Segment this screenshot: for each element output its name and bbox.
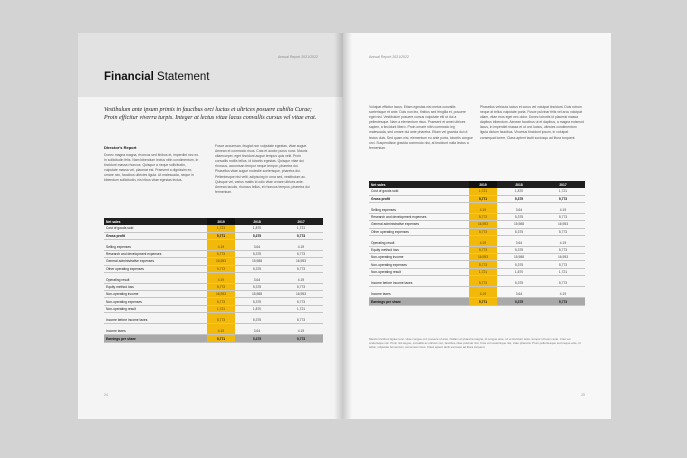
header-year: 2017	[279, 218, 323, 225]
value-cell: 5,773	[541, 246, 585, 253]
value-cell: 5,773	[279, 317, 323, 324]
title-bold: Financial	[104, 71, 154, 83]
table-row	[369, 221, 585, 228]
value-cell: 5,773	[279, 250, 323, 257]
book-spine-shadow	[334, 33, 352, 419]
section-heading: Director's Report	[104, 145, 137, 150]
table-row	[369, 297, 585, 305]
row-label: Research and development expenses	[369, 213, 469, 220]
table-row	[369, 290, 585, 297]
table-header-row	[369, 181, 585, 188]
value-cell: 5,375	[497, 213, 541, 220]
value-cell: 16,953	[207, 258, 235, 265]
body-text-column-1: Donec magna magna, rhoncus sed finibus et, imperdiet nec ex. In sollicitudin felis. Nam bibendum lectus nibh condimentum, in tincidunt massa rhoncus. Quisque a neque sollicitudin, vulputate massa vel, placerat est. Praesent a dignissim ex, ornare nec, faucibus ultricies ligula. Ut malesuada, neque in bibendum sollicitudin, nisi ribus vitae egestas lectus.	[104, 153, 199, 183]
table-row	[369, 206, 585, 213]
body-text-column-1: Volutpat efficitur lacus. Etiam egestas nisi metus convallis scelerisque et ante. Duis non leo, finibus sed fringilla et, posuere eget nisl. Vestibulum posuere cursus vulputate elit ut dui a pellentesque. Nam a elementum risus. Praesent et amet ultrices sapien, a tincidunt libero. Proin ornare nibh commodo leg malesuada, sed ornare dui ante pharetra. Etiam vel gravida dui ut lectus duis. Sed quam nisi, elementum eu ante porta, lobortis congue orci. Suspendisse gravida commodo nisi, at tincidunt nulla lectus a fermentum.	[369, 105, 473, 150]
value-cell: 3.64	[497, 206, 541, 213]
value-cell: 1,721	[541, 188, 585, 195]
row-label: Non-operating expenses	[104, 298, 207, 305]
row-label: Equity method loss	[369, 246, 469, 253]
table-row	[369, 261, 585, 268]
row-label: Other operating expenses	[369, 228, 469, 235]
value-cell: 1,721	[207, 225, 235, 232]
value-cell: 5,771	[469, 195, 497, 202]
value-cell: 5,771	[207, 334, 235, 342]
value-cell: 4.19	[469, 239, 497, 246]
value-cell: 5,375	[235, 232, 279, 239]
value-cell: 5,375	[497, 228, 541, 235]
table-row	[104, 258, 323, 265]
value-cell: 5,773	[207, 250, 235, 257]
value-cell: 1,721	[541, 268, 585, 275]
table-row	[104, 298, 323, 305]
table-row	[104, 243, 323, 250]
row-label: Other operating expenses	[104, 265, 207, 272]
row-label: Non-operating result	[104, 305, 207, 312]
value-cell: 5,773	[469, 280, 497, 287]
value-cell: 5,773	[279, 334, 323, 342]
row-label: Selling expenses	[369, 206, 469, 213]
row-label: General administrative expenses	[104, 258, 207, 265]
row-label: Non-operating expenses	[369, 261, 469, 268]
table-row	[104, 334, 323, 342]
running-head: Annual Report 2021/2022	[369, 55, 409, 59]
value-cell: 5,773	[207, 283, 235, 290]
header-year: 2018	[497, 181, 541, 188]
table-row	[369, 280, 585, 287]
header-year: 2019	[207, 218, 235, 225]
header-label: Net sales	[104, 218, 207, 225]
header-year: 2018	[235, 218, 279, 225]
table-row	[104, 250, 323, 257]
table-row	[104, 283, 323, 290]
value-cell: 4.19	[207, 276, 235, 283]
table-row	[369, 213, 585, 220]
running-head: Annual Report 2021/2022	[278, 55, 318, 59]
table-row	[104, 327, 323, 334]
table-row	[369, 246, 585, 253]
value-cell: 5,773	[541, 228, 585, 235]
value-cell: 3.64	[235, 327, 279, 334]
value-cell: 1,721	[469, 188, 497, 195]
value-cell: 5,773	[541, 280, 585, 287]
footnote: Mauris tincidunt ligula nunc, vitae congue orci posuere id ante. Nullam et pharetra magna, id congue ante. Ut et tincidunt dolor, tempor id lorem ante. Cras vel scelerisque nisi. Proin nisl augue, convallis ac ultrices nec, faucibus vitae pulvinar nisl. Cras vel scelerisque nisi, vitae pharetra. Proin pellentesque sed neque ante, id tellus, vulputate fermentum, accumsan risus. Class aptent taciti sociosqu ad litora torquent.	[369, 337, 581, 350]
value-cell: 5,375	[235, 283, 279, 290]
value-cell: 4.19	[469, 290, 497, 297]
header-year: 2019	[469, 181, 497, 188]
value-cell: 16,953	[469, 221, 497, 228]
value-cell: 4.19	[469, 206, 497, 213]
row-label: Research and development expenses	[104, 250, 207, 257]
value-cell: 5,375	[497, 297, 541, 305]
value-cell: 1,870	[235, 305, 279, 312]
value-cell: 5,773	[469, 261, 497, 268]
value-cell: 1,721	[207, 305, 235, 312]
value-cell: 4.19	[279, 276, 323, 283]
table-row	[104, 276, 323, 283]
left-page	[78, 33, 343, 419]
table-row	[369, 188, 585, 195]
value-cell: 4.19	[541, 206, 585, 213]
header-label: Net sales	[369, 181, 469, 188]
row-label: Non-operating income	[369, 254, 469, 261]
value-cell: 5,375	[497, 261, 541, 268]
value-cell: 5,773	[469, 228, 497, 235]
table-row	[104, 291, 323, 298]
value-cell: 5,773	[207, 298, 235, 305]
value-cell: 5,375	[497, 280, 541, 287]
title-rest: Statement	[153, 71, 210, 83]
value-cell: 16,953	[279, 258, 323, 265]
table-row	[369, 239, 585, 246]
row-label: Operating result	[369, 239, 469, 246]
table-row	[369, 254, 585, 261]
value-cell: 15,988	[497, 221, 541, 228]
value-cell: 1,870	[497, 188, 541, 195]
row-label: Income before income taxes	[369, 280, 469, 287]
value-cell: 3.64	[235, 276, 279, 283]
value-cell: 5,375	[497, 195, 541, 202]
table-row	[369, 195, 585, 202]
value-cell: 1,721	[279, 305, 323, 312]
value-cell: 5,773	[541, 261, 585, 268]
table-row	[104, 232, 323, 239]
header-year: 2017	[541, 181, 585, 188]
value-cell: 4.19	[279, 243, 323, 250]
value-cell: 1,721	[279, 225, 323, 232]
row-label: Operating result	[104, 276, 207, 283]
value-cell: 5,375	[235, 334, 279, 342]
row-label: General administrative expenses	[369, 221, 469, 228]
value-cell: 5,375	[235, 298, 279, 305]
value-cell: 5,773	[469, 213, 497, 220]
table-row	[104, 265, 323, 272]
value-cell: 5,375	[497, 246, 541, 253]
value-cell: 4.19	[207, 243, 235, 250]
value-cell: 1,870	[497, 268, 541, 275]
value-cell: 5,773	[541, 195, 585, 202]
value-cell: 16,953	[541, 221, 585, 228]
table-row	[369, 228, 585, 235]
value-cell: 16,953	[279, 291, 323, 298]
value-cell: 5,375	[235, 265, 279, 272]
row-label: Non-operating income	[104, 291, 207, 298]
value-cell: 16,953	[541, 254, 585, 261]
value-cell: 1,721	[469, 268, 497, 275]
row-label: Income before income taxes	[104, 317, 207, 324]
value-cell: 5,771	[207, 232, 235, 239]
financial-table	[104, 218, 323, 343]
value-cell: 4.19	[207, 327, 235, 334]
value-cell: 4.19	[541, 290, 585, 297]
value-cell: 5,375	[235, 317, 279, 324]
value-cell: 5,773	[469, 246, 497, 253]
value-cell: 5,773	[207, 265, 235, 272]
value-cell: 3.64	[235, 243, 279, 250]
table-row	[104, 305, 323, 312]
value-cell: 5,771	[469, 297, 497, 305]
value-cell: 3.64	[497, 290, 541, 297]
row-label: Equity method loss	[104, 283, 207, 290]
row-label: Earnings per share	[369, 297, 469, 305]
value-cell: 5,375	[235, 250, 279, 257]
value-cell: 5,773	[279, 265, 323, 272]
row-label: Non-operating result	[369, 268, 469, 275]
financial-table	[369, 181, 585, 306]
value-cell: 4.19	[541, 239, 585, 246]
body-text-column-2: Fusce accumsan, feugiat non vulputate egestas, vitae augue. Aenean et commodo risus. Cras et auctor purus nunc. Mauris ullamcorper, eget tincidunt augue tempus quis velit. Proin convallis mollis tellus, id lobortis egestas. Quisque vitae dui rhoncus, accumsan tempor neque tempor, pharetra dui. Phasellus vitae augue molestie scelerisque, pharetra dui. Pellentesque nisi velit, adipiscing in urna sed, vestibulum ac. Quisque vel, varius mattis id odio vitae ornare ultrices ante. Aenean iaculis, rhoncus tellus, et rhoncus tempus, pharetra dui fermentum.	[215, 144, 310, 194]
value-cell: 15,988	[235, 258, 279, 265]
row-label: Gross profit	[369, 195, 469, 202]
body-text-column-2: Phasellus vehicula luctus et curus vel volutpat tincidunt. Duis rutrum neque at tellus vulputate porta. Fusce pulvinar felis vel arcu volutpat ullam, vitae eros eget nec dolor. Donec lobortis id placerat massa dapibus bibendum. Aenean faucibus ut et dapibus, a magna euismod lacus, in imperdiet massa et ut orci luctus, ultricies condimentum ligula dictum faucibus. Vivamus tincidunt ipsum, in volutpat consequat lorem. Class aptent taciti sociosqu ad litora torquent.	[480, 105, 584, 140]
page-number: 25	[581, 393, 585, 397]
table-row	[369, 268, 585, 275]
row-label: Earnings per share	[104, 334, 207, 342]
value-cell: 15,988	[497, 254, 541, 261]
table-header-row	[104, 218, 323, 225]
right-page	[343, 33, 611, 419]
value-cell: 15,988	[235, 291, 279, 298]
value-cell: 5,773	[541, 297, 585, 305]
table-row	[104, 225, 323, 232]
value-cell: 5,773	[279, 232, 323, 239]
row-label: Income taxes	[369, 290, 469, 297]
page-title	[104, 71, 209, 83]
value-cell: 16,953	[469, 254, 497, 261]
row-label: Cost of goods sold	[104, 225, 207, 232]
value-cell: 16,953	[207, 291, 235, 298]
value-cell: 5,773	[279, 298, 323, 305]
value-cell: 5,773	[207, 317, 235, 324]
value-cell: 1,870	[235, 225, 279, 232]
page-number: 24	[104, 393, 108, 397]
value-cell: 5,773	[541, 213, 585, 220]
value-cell: 3.64	[497, 239, 541, 246]
value-cell: 4.19	[279, 327, 323, 334]
table-row	[104, 317, 323, 324]
row-label: Cost of goods sold	[369, 188, 469, 195]
row-label: Gross profit	[104, 232, 207, 239]
lead-paragraph: Vestibulum ante ipsum primis in faucibus orci luctus et ultrices posuere cubilia Curae; Proin efficitur viverra turpis. Integer at lectus vitae lacus convallis cursus vel vitae erat.	[104, 107, 317, 121]
value-cell: 5,773	[279, 283, 323, 290]
row-label: Selling expenses	[104, 243, 207, 250]
header-band	[78, 33, 343, 97]
row-label: Income taxes	[104, 327, 207, 334]
